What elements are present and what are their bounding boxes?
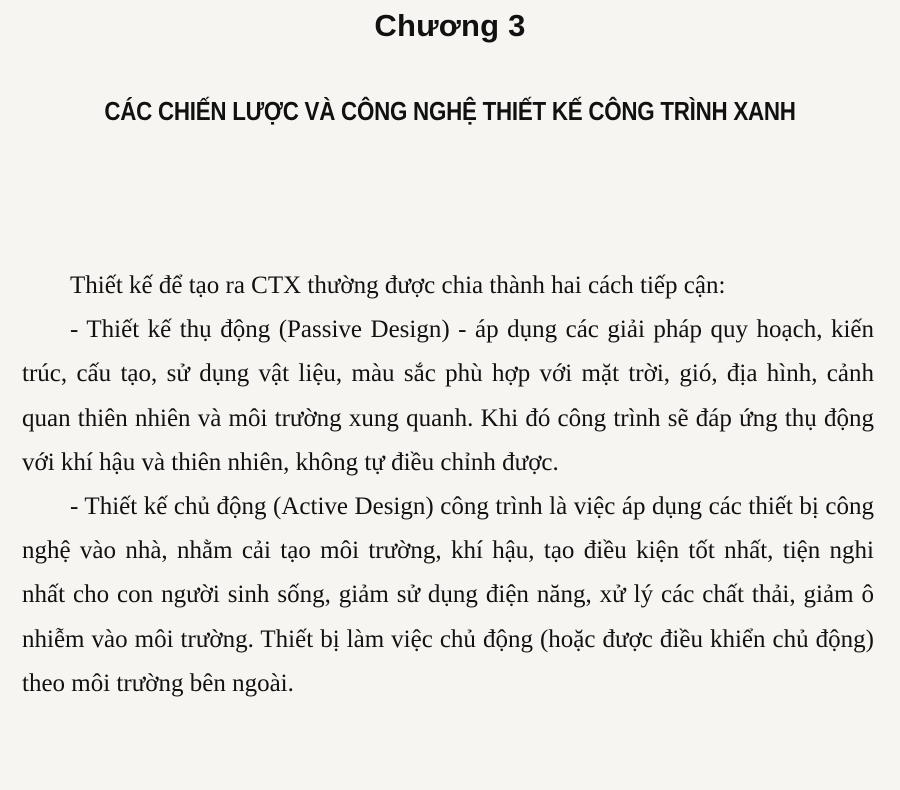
active-design-paragraph: - Thiết kế chủ động (Active Design) công trình là việc áp dụng các thiết bị công nghệ vào nhà, nhằm cải tạo môi trường, khí hậu, tạo điều kiện tốt nhất, tiện nghi nhất cho con người sinh sống, giảm sử dụng điện năng, xử lý các chất thải, giảm ô nhiễm vào môi trường. Thiết bị làm việc chủ động (hoặc được điều khiển chủ động) theo môi trường bên ngoài. bbox=[22, 493, 874, 697]
body-text bbox=[22, 264, 874, 706]
chapter-title: CÁC CHIẾN LƯỢC VÀ CÔNG NGHỆ THIẾT KẾ CÔNG TRÌNH XANH bbox=[104, 96, 796, 126]
passive-design-paragraph: - Thiết kế thụ động (Passive Design) - áp dụng các giải pháp quy hoạch, kiến trúc, cấu tạo, sử dụng vật liệu, màu sắc phù hợp với mặt trời, gió, địa hình, cảnh quan thiên nhiên và môi trường xung quanh. Khi đó công trình sẽ đáp ứng thụ động với khí hậu và thiên nhiên, không tự điều chỉnh được. bbox=[22, 316, 874, 476]
intro-paragraph: Thiết kế để tạo ra CTX thường được chia thành hai cách tiếp cận: bbox=[70, 272, 726, 299]
chapter-heading: Chương 3 bbox=[374, 8, 526, 43]
